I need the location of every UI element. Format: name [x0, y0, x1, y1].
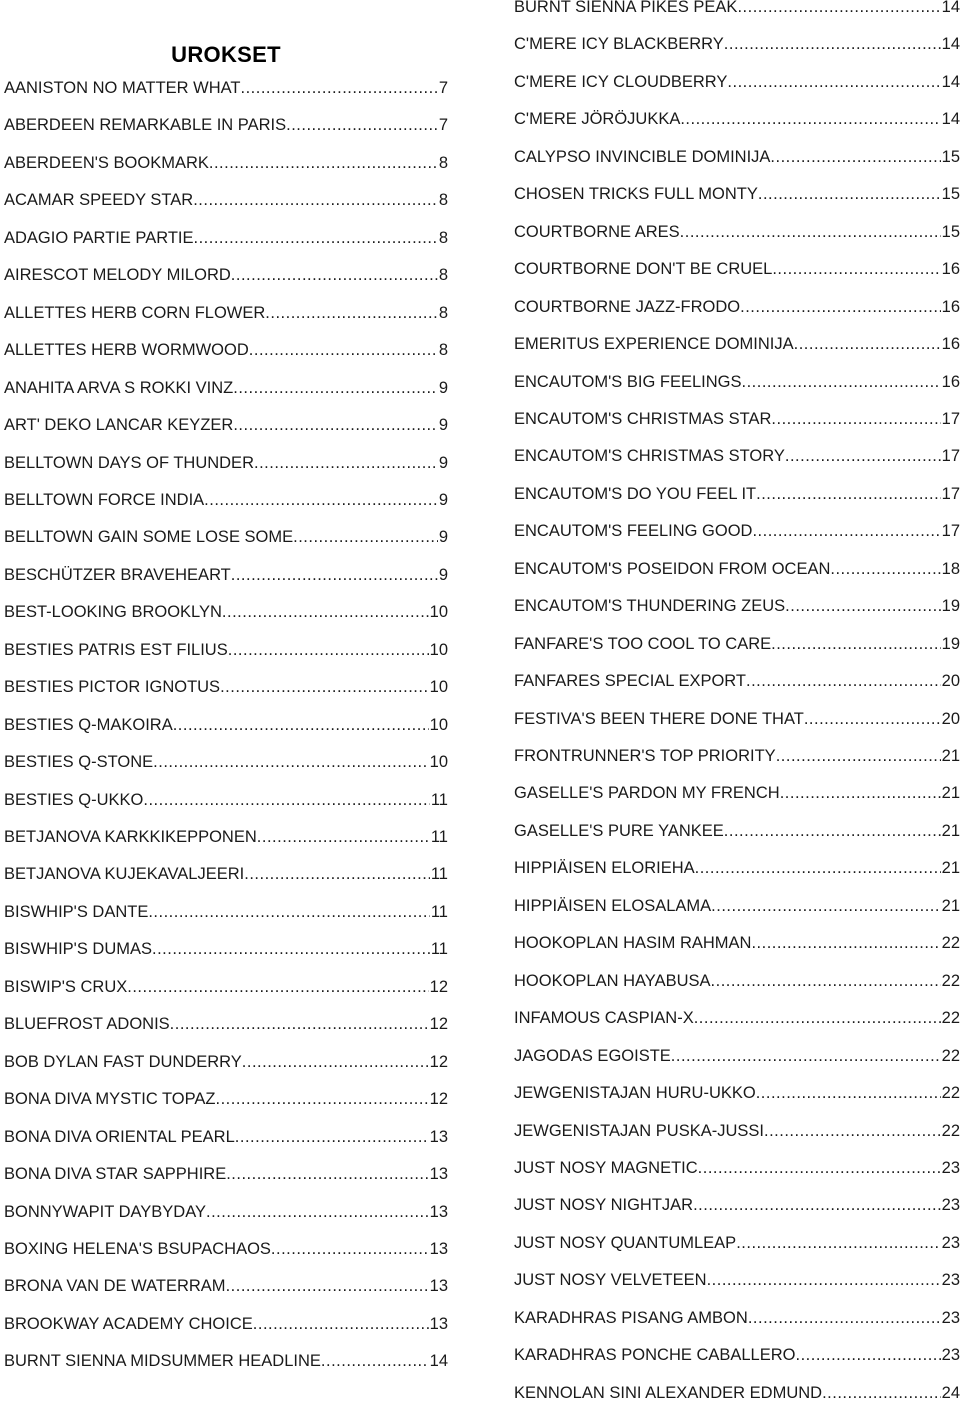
entry-page-number: 8: [438, 153, 448, 172]
index-entry: [4, 1199, 448, 1225]
entry-name: BESCHÜTZER BRAVEHEART: [4, 565, 231, 584]
index-entry: [514, 106, 960, 132]
dot-leader: [680, 219, 941, 245]
index-entry: [514, 818, 960, 844]
entry-name: JUST NOSY NIGHTJAR: [514, 1196, 694, 1215]
entry-page-number: 13: [429, 1202, 448, 1221]
index-entry: [4, 337, 448, 363]
dot-leader: [780, 780, 941, 806]
entry-page-number: 10: [429, 640, 448, 659]
index-entry: [4, 112, 448, 138]
entry-page-number: 15: [941, 147, 960, 166]
entry-name: KARADHRAS PONCHE CABALLERO: [514, 1346, 796, 1365]
entry-page-number: 8: [438, 303, 448, 322]
entry-page-number: 13: [429, 1165, 448, 1184]
entry-name: BETJANOVA KARKKIKEPPONEN: [4, 828, 257, 846]
dot-leader: [727, 69, 940, 95]
entry-page-number: 22: [941, 971, 960, 990]
index-entry: [514, 443, 960, 469]
entry-page-number: 9: [438, 453, 448, 472]
entry-page-number: 23: [941, 1271, 960, 1290]
dot-leader: [257, 824, 430, 850]
entry-name: JAGODAS EGOISTE: [514, 1046, 671, 1065]
entry-name: BETJANOVA KUJEKAVALJEERI: [4, 865, 245, 884]
index-entry: [4, 749, 448, 775]
entry-page-number: 9: [438, 378, 448, 397]
dot-leader: [698, 1155, 941, 1181]
dot-leader: [216, 1086, 429, 1112]
index-entry: [514, 1192, 960, 1218]
dot-leader: [776, 743, 941, 769]
dot-leader: [253, 1311, 429, 1337]
index-entry: [514, 219, 960, 245]
entry-page-number: 21: [941, 896, 960, 915]
entry-name: BRONA VAN DE WATERRAM: [4, 1277, 226, 1296]
entry-page-number: 12: [429, 1090, 448, 1109]
entry-name: ENCAUTOM'S CHRISTMAS STAR: [514, 409, 772, 428]
entry-name: ENCAUTOM'S FEELING GOOD: [514, 522, 753, 541]
entry-name: KARADHRAS PISANG AMBON: [514, 1308, 748, 1327]
index-entry: [514, 1043, 960, 1069]
entry-name: GASELLE'S PURE YANKEE: [514, 821, 724, 840]
entry-page-number: 16: [941, 372, 960, 391]
index-entry: [4, 412, 448, 438]
dot-leader: [226, 1273, 429, 1299]
index-entry: [514, 1005, 960, 1031]
entry-page-number: 13: [429, 1239, 448, 1258]
dot-leader: [293, 524, 438, 550]
entry-page-number: 21: [941, 747, 960, 765]
entry-page-number: 8: [438, 191, 448, 210]
index-entry: [514, 893, 960, 919]
index-entry: [4, 1236, 448, 1262]
entry-page-number: 14: [941, 35, 960, 54]
entry-name: BONNYWAPIT DAYBYDAY: [4, 1202, 207, 1221]
dot-leader: [804, 706, 941, 732]
entry-name: FRONTRUNNER'S TOP PRIORITY: [514, 747, 776, 765]
entry-page-number: 17: [941, 522, 960, 541]
entry-name: BOXING HELENA'S BSUPACHAOS: [4, 1239, 271, 1258]
entry-page-number: 17: [941, 409, 960, 428]
dot-leader: [756, 481, 941, 507]
index-entry: [4, 187, 448, 213]
index-entry: [514, 743, 960, 769]
entry-page-number: 21: [941, 859, 960, 878]
dot-leader: [152, 936, 430, 962]
index-entry: [4, 1011, 448, 1037]
index-entry: [514, 1118, 960, 1144]
dot-leader: [254, 450, 438, 476]
index-entry: [514, 31, 960, 57]
dot-leader: [711, 893, 940, 919]
entry-name: ALLETTES HERB WORMWOOD: [4, 341, 249, 360]
entry-page-number: 11: [430, 902, 448, 921]
index-entry: [514, 481, 960, 507]
dot-leader: [771, 406, 940, 432]
dot-leader: [231, 262, 438, 288]
index-entry: [514, 930, 960, 956]
index-entry: [514, 1080, 960, 1106]
index-entry: [514, 1342, 960, 1368]
entry-name: GASELLE'S PARDON MY FRENCH: [514, 784, 780, 803]
index-entry: [4, 300, 448, 326]
entry-page-number: 8: [438, 228, 448, 247]
entry-page-number: 15: [941, 222, 960, 241]
index-entry: [4, 637, 448, 663]
entry-page-number: 11: [430, 865, 448, 884]
entry-page-number: 22: [941, 934, 960, 953]
index-entry: [4, 75, 448, 101]
entry-name: COURTBORNE ARES: [514, 222, 680, 241]
dot-leader: [170, 1011, 429, 1037]
index-entry: [4, 861, 448, 887]
index-entry: [514, 855, 960, 881]
entry-page-number: 16: [941, 335, 960, 354]
entry-name: ENCAUTOM'S DO YOU FEEL IT: [514, 484, 757, 503]
entry-page-number: 19: [941, 634, 960, 653]
index-entry: [4, 487, 448, 513]
dot-leader: [204, 487, 438, 513]
dot-leader: [772, 256, 940, 282]
entry-page-number: 22: [941, 1046, 960, 1065]
dot-leader: [226, 1161, 428, 1187]
entry-name: FANFARE'S TOO COOL TO CARE: [514, 634, 772, 653]
entry-page-number: 16: [941, 297, 960, 316]
entry-name: BONA DIVA MYSTIC TOPAZ: [4, 1090, 216, 1109]
entry-page-number: 22: [941, 1084, 960, 1103]
entry-page-number: 14: [941, 110, 960, 129]
dot-leader: [671, 1043, 941, 1069]
entry-name: BELLTOWN FORCE INDIA: [4, 490, 205, 509]
entry-name: ART' DEKO LANCAR KEYZER: [4, 416, 234, 435]
entry-page-number: 19: [941, 597, 960, 616]
dot-leader: [694, 1005, 941, 1031]
dot-leader: [286, 112, 438, 138]
entry-name: CALYPSO INVINCIBLE DOMINIJA: [514, 147, 771, 166]
entry-page-number: 10: [429, 715, 448, 734]
dot-leader: [271, 1236, 429, 1262]
entry-page-number: 11: [430, 828, 448, 846]
index-entry: [4, 1086, 448, 1112]
dot-leader: [764, 1118, 941, 1144]
dot-leader: [770, 144, 940, 170]
entry-name: BESTIES PATRIS EST FILIUS: [4, 640, 228, 659]
dot-leader: [741, 369, 940, 395]
entry-name: ABERDEEN'S BOOKMARK: [4, 153, 209, 172]
entry-name: HIPPIÄISEN ELORIEHA: [514, 859, 695, 878]
dot-leader: [153, 749, 428, 775]
entry-page-number: 18: [941, 559, 960, 578]
entry-page-number: 14: [429, 1352, 448, 1371]
index-entry: [514, 706, 960, 732]
entry-name: INFAMOUS CASPIAN-X: [514, 1009, 694, 1028]
entry-page-number: 23: [941, 1196, 960, 1215]
entry-page-number: 12: [429, 1015, 448, 1034]
dot-leader: [148, 899, 430, 925]
index-entry: [4, 712, 448, 738]
entry-page-number: 23: [941, 1346, 960, 1365]
entry-name: BROOKWAY ACADEMY CHOICE: [4, 1314, 253, 1333]
dot-leader: [736, 1230, 940, 1256]
dot-leader: [242, 1049, 429, 1075]
dot-leader: [244, 861, 430, 887]
entry-name: C'MERE ICY BLACKBERRY: [514, 35, 724, 54]
entry-name: BELLTOWN DAYS OF THUNDER: [4, 453, 254, 472]
entry-page-number: 17: [941, 484, 960, 503]
index-entry: [514, 1230, 960, 1256]
entry-page-number: 7: [438, 79, 448, 97]
dot-leader: [265, 300, 438, 326]
entry-page-number: 20: [941, 672, 960, 691]
entry-page-number: 11: [430, 790, 448, 809]
index-entry: [514, 0, 960, 20]
entry-name: BLUEFROST ADONIS: [4, 1015, 170, 1034]
entry-name: JEWGENISTAJAN HURU-UKKO: [514, 1084, 756, 1103]
entry-page-number: 11: [430, 940, 448, 959]
dot-leader: [206, 1199, 429, 1225]
dot-leader: [228, 637, 429, 663]
entry-name: AANISTON NO MATTER WHAT: [4, 79, 241, 97]
index-entry: [514, 69, 960, 95]
entry-name: BESTIES Q-UKKO: [4, 790, 144, 809]
index-entry: [514, 294, 960, 320]
dot-leader: [127, 974, 428, 1000]
entry-name: BESTIES Q-STONE: [4, 753, 154, 772]
entry-page-number: 14: [941, 0, 960, 16]
entry-page-number: 8: [438, 266, 448, 285]
dot-leader: [235, 1124, 429, 1150]
index-entry: [514, 556, 960, 582]
dot-leader: [695, 855, 941, 881]
index-entry: [514, 256, 960, 282]
index-entry: [514, 593, 960, 619]
entry-page-number: 14: [941, 72, 960, 91]
index-entry: [4, 1161, 448, 1187]
index-entry: [514, 1155, 960, 1181]
dot-leader: [321, 1348, 429, 1374]
entry-name: ANAHITA ARVA S ROKKI VINZ: [4, 378, 234, 397]
index-entry: [4, 262, 448, 288]
entry-page-number: 9: [438, 528, 448, 547]
dot-leader: [785, 593, 940, 619]
index-entry: [514, 331, 960, 357]
index-entry: [514, 780, 960, 806]
index-entry: [4, 225, 448, 251]
index-entry: [514, 181, 960, 207]
index-entry: [4, 1273, 448, 1299]
dot-leader: [748, 1305, 941, 1331]
entry-name: HIPPIÄISEN ELOSALAMA: [514, 896, 712, 915]
entry-name: CHOSEN TRICKS FULL MONTY: [514, 185, 758, 204]
index-entry: [514, 406, 960, 432]
dot-leader: [796, 1342, 941, 1368]
dot-leader: [233, 412, 437, 438]
index-entry: [514, 1305, 960, 1331]
entry-name: HOOKOPLAN HASIM RAHMAN: [514, 934, 752, 953]
entry-name: BELLTOWN GAIN SOME LOSE SOME: [4, 528, 294, 547]
index-entry: [4, 824, 448, 850]
dot-leader: [143, 787, 429, 813]
index-entry: [4, 375, 448, 401]
index-entry: [514, 968, 960, 994]
index-entry: [514, 144, 960, 170]
dot-leader: [680, 106, 940, 132]
entry-page-number: 8: [438, 341, 448, 360]
entry-page-number: 12: [429, 977, 448, 996]
entry-name: BOB DYLAN FAST DUNDERRY: [4, 1052, 242, 1071]
dot-leader: [693, 1192, 941, 1218]
index-entry: [4, 1124, 448, 1150]
dot-leader: [249, 337, 438, 363]
index-entry: [4, 562, 448, 588]
dot-leader: [740, 294, 941, 320]
index-entry: [514, 631, 960, 657]
dot-leader: [724, 31, 941, 57]
entry-page-number: 13: [429, 1127, 448, 1146]
entry-page-number: 15: [941, 185, 960, 204]
entry-name: ALLETTES HERB CORN FLOWER: [4, 303, 266, 322]
dot-leader: [737, 0, 940, 20]
entry-page-number: 20: [941, 709, 960, 728]
entry-name: ENCAUTOM'S THUNDERING ZEUS: [514, 597, 786, 616]
entry-name: BESTIES Q-MAKOIRA: [4, 715, 173, 734]
index-entry: [4, 787, 448, 813]
entry-page-number: 24: [941, 1383, 960, 1402]
dot-leader: [194, 225, 438, 251]
entry-page-number: 12: [429, 1052, 448, 1071]
entry-name: C'MERE ICY CLOUDBERRY: [514, 72, 728, 91]
entry-name: BONA DIVA ORIENTAL PEARL: [4, 1127, 235, 1146]
entry-page-number: 23: [941, 1308, 960, 1327]
dot-leader: [220, 674, 429, 700]
dot-leader: [222, 599, 429, 625]
index-entry: [4, 599, 448, 625]
index-entry: [4, 974, 448, 1000]
entry-name: BISWHIP'S DUMAS: [4, 940, 153, 959]
entry-name: JUST NOSY VELVETEEN: [514, 1271, 707, 1290]
entry-name: C'MERE JÖRÖJUKKA: [514, 110, 681, 129]
dot-leader: [830, 556, 940, 582]
entry-page-number: 21: [941, 784, 960, 803]
entry-page-number: 22: [941, 1009, 960, 1028]
dot-leader: [707, 1267, 941, 1293]
entry-page-number: 10: [429, 603, 448, 622]
entry-page-number: 23: [941, 1233, 960, 1252]
index-entry: [514, 1380, 960, 1406]
entry-page-number: 9: [438, 565, 448, 584]
index-entry: [4, 150, 448, 176]
entry-name: BISWHIP'S DANTE: [4, 902, 149, 921]
entry-name: BESTIES PICTOR IGNOTUS: [4, 678, 221, 697]
dot-leader: [794, 331, 941, 357]
dot-leader: [752, 518, 940, 544]
dot-leader: [231, 562, 438, 588]
entry-name: KENNOLAN SINI ALEXANDER EDMUND: [514, 1383, 823, 1402]
index-entry: [514, 668, 960, 694]
dot-leader: [193, 187, 438, 213]
entry-name: BURNT SIENNA MIDSUMMER HEADLINE: [4, 1352, 321, 1371]
index-entry: [4, 674, 448, 700]
entry-page-number: 13: [429, 1314, 448, 1333]
entry-name: EMERITUS EXPERIENCE DOMINIJA: [514, 335, 794, 354]
entry-page-number: 7: [438, 116, 448, 135]
dot-leader: [751, 930, 940, 956]
entry-name: BONA DIVA STAR SAPPHIRE: [4, 1165, 227, 1184]
entry-name: JUST NOSY MAGNETIC: [514, 1158, 698, 1177]
dot-leader: [233, 375, 438, 401]
dot-leader: [173, 712, 429, 738]
index-entry: [514, 1267, 960, 1293]
entry-page-number: 23: [941, 1158, 960, 1177]
dot-leader: [209, 150, 438, 176]
entry-page-number: 17: [941, 447, 960, 466]
dot-leader: [241, 75, 438, 101]
entry-page-number: 10: [429, 678, 448, 697]
dot-leader: [771, 631, 941, 657]
entry-name: ENCAUTOM'S BIG FEELINGS: [514, 372, 742, 391]
index-entry: [4, 450, 448, 476]
entry-name: HOOKOPLAN HAYABUSA: [514, 971, 711, 990]
dot-leader: [756, 1080, 941, 1106]
dot-leader: [785, 443, 941, 469]
entry-name: ADAGIO PARTIE PARTIE: [4, 228, 194, 247]
index-entry: [514, 518, 960, 544]
entry-page-number: 22: [941, 1121, 960, 1140]
entry-name: JUST NOSY QUANTUMLEAP: [514, 1233, 737, 1252]
entry-page-number: 21: [941, 821, 960, 840]
entry-page-number: 9: [438, 416, 448, 435]
dot-leader: [758, 181, 941, 207]
dot-leader: [711, 968, 941, 994]
entry-name: ACAMAR SPEEDY STAR: [4, 191, 194, 210]
entry-name: BURNT SIENNA PIKES PEAK: [514, 0, 738, 16]
dot-leader: [746, 668, 941, 694]
page-title: UROKSET: [171, 42, 281, 67]
entry-name: ENCAUTOM'S CHRISTMAS STORY: [514, 447, 785, 466]
entry-name: ABERDEEN REMARKABLE IN PARIS: [4, 116, 287, 135]
index-entry: [514, 369, 960, 395]
entry-page-number: 9: [438, 490, 448, 509]
index-entry: [4, 936, 448, 962]
entry-name: JEWGENISTAJAN PUSKA-JUSSI: [514, 1121, 764, 1140]
entry-name: COURTBORNE DON'T BE CRUEL: [514, 260, 773, 279]
index-entry: [4, 1311, 448, 1337]
entry-name: BEST-LOOKING BROOKLYN: [4, 603, 222, 622]
entry-name: FANFARES SPECIAL EXPORT: [514, 672, 746, 691]
index-entry: [4, 899, 448, 925]
index-entry: [4, 1348, 448, 1374]
dot-leader: [822, 1380, 941, 1406]
entry-name: ENCAUTOM'S POSEIDON FROM OCEAN: [514, 559, 831, 578]
entry-name: BISWIP'S CRUX: [4, 977, 128, 996]
entry-page-number: 10: [429, 753, 448, 772]
entry-page-number: 16: [941, 260, 960, 279]
index-entry: [4, 1049, 448, 1075]
dot-leader: [724, 818, 941, 844]
entry-name: COURTBORNE JAZZ-FRODO: [514, 297, 741, 316]
entry-name: FESTIVA'S BEEN THERE DONE THAT: [514, 709, 804, 728]
entry-page-number: 13: [429, 1277, 448, 1296]
index-entry: [4, 524, 448, 550]
entry-name: AIRESCOT MELODY MILORD: [4, 266, 231, 285]
